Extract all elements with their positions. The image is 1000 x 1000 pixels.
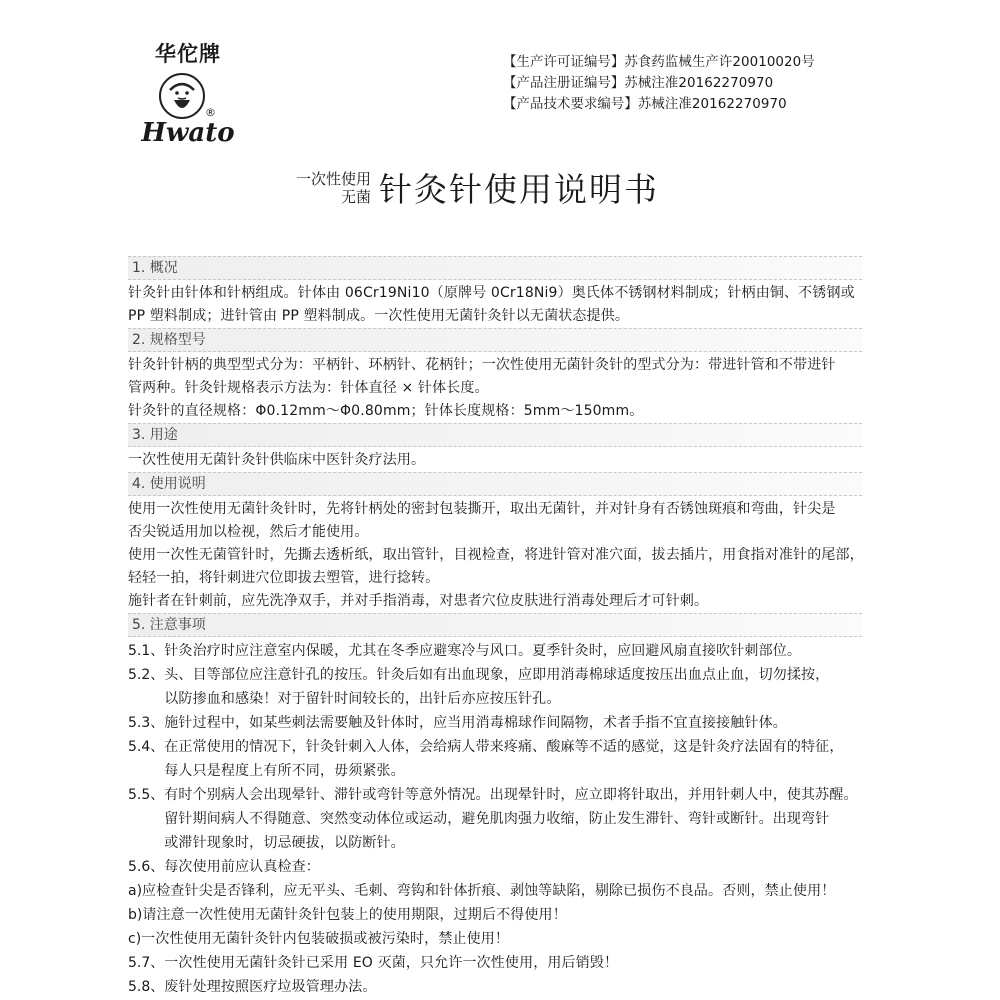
logo-brand-cn: 华佗牌 xyxy=(155,41,221,66)
precaution-number: 5.3、 xyxy=(128,715,165,731)
brand-logo xyxy=(138,38,238,148)
precaution-line: 一次性使用无菌针灸针内包装破损或被污染时，禁止使用！ xyxy=(141,931,510,947)
precaution-text xyxy=(164,663,829,711)
title-prefix-bottom: 无菌 xyxy=(341,187,372,206)
precaution-item xyxy=(128,951,868,975)
precaution-item xyxy=(128,735,868,783)
product-registration: 【产品注册证编号】苏械注准20162270970 xyxy=(503,76,774,91)
section-heading: 3. 用途 xyxy=(128,423,862,447)
precaution-line: 请注意一次性使用无菌针灸针包装上的使用期限，过期后不得使用！ xyxy=(142,907,567,923)
precaution-text xyxy=(141,927,509,951)
section-precautions xyxy=(128,613,868,999)
title-main: 针灸针使用说明书 xyxy=(379,170,660,209)
precaution-text xyxy=(164,735,843,783)
paragraph-line: 针灸针由针体和针柄组成。针体由 06Cr19Ni10（原牌号 0Cr18Ni9）奥氏体不锈钢材料制成；针柄由铜、不锈钢或 xyxy=(128,285,855,301)
precaution-text xyxy=(142,879,835,903)
paragraph-line: 管两种。针灸针规格表示方法为：针体直径 × 针体长度。 xyxy=(128,380,489,396)
precaution-text xyxy=(164,783,857,855)
precaution-line: 针灸治疗时应注意室内保暖，尤其在冬季应避寒冷与风口。夏季针灸时，应回避风扇直接吹针刺部位。 xyxy=(164,643,802,659)
hwato-portrait-icon xyxy=(158,72,206,120)
title-prefix-top: 一次性使用 xyxy=(296,169,372,188)
section-heading: 4. 使用说明 xyxy=(128,472,862,496)
precaution-number: 5.8、 xyxy=(128,979,165,995)
precaution-item xyxy=(128,855,868,879)
section-instructions xyxy=(128,472,868,613)
precaution-item xyxy=(128,975,868,999)
section-usage xyxy=(128,423,868,472)
precaution-number: 5.2、 xyxy=(128,667,165,683)
precaution-item xyxy=(128,879,868,903)
precaution-text xyxy=(164,975,376,999)
precaution-number: 5.7、 xyxy=(128,955,165,971)
precaution-item xyxy=(128,927,868,951)
precaution-item xyxy=(128,639,868,663)
paragraph-line: 否尖锐适用加以检视，然后才能使用。 xyxy=(128,524,369,540)
section-specifications xyxy=(128,328,868,423)
technical-requirement: 【产品技术要求编号】苏械注准20162270970 xyxy=(503,97,787,112)
precaution-line: 每人只是程度上有所不同，毋须紧张。 xyxy=(164,763,405,779)
section-heading: 5. 注意事项 xyxy=(128,613,862,637)
precaution-line: 头、目等部位应注意针孔的按压。针灸后如有出血现象，应即用消毒棉球适度按压出血点止血，切勿揉按， xyxy=(164,667,830,683)
paragraph-line: 施针者在针刺前，应先洗净双手，并对手指消毒，对患者穴位皮肤进行消毒处理后才可针刺。 xyxy=(128,593,709,609)
precaution-list xyxy=(128,639,868,999)
precaution-line: 留针期间病人不得随意、突然变动体位或运动，避免肌肉强力收缩，防止发生滞针、弯针或断针。出现弯针 xyxy=(164,811,830,827)
precaution-number: 5.4、 xyxy=(128,739,165,755)
section-heading: 1. 概况 xyxy=(128,256,862,280)
document-title xyxy=(296,164,659,211)
precaution-number: 5.1、 xyxy=(128,643,165,659)
precaution-line: 施针过程中，如某些刺法需要触及针体时，应当用消毒棉球作间隔物，术者手指不宜直接接触针体。 xyxy=(164,715,787,731)
precaution-number: 5.5、 xyxy=(128,787,165,803)
precaution-text xyxy=(164,711,787,735)
precaution-number: c) xyxy=(128,931,142,947)
precaution-number: a) xyxy=(128,883,143,899)
precaution-text xyxy=(164,855,320,879)
precaution-item xyxy=(128,903,868,927)
document-body xyxy=(128,256,868,999)
precaution-line: 废针处理按照医疗垃圾管理办法。 xyxy=(164,979,377,995)
precaution-item xyxy=(128,663,868,711)
precaution-line: 有时个别病人会出现晕针、滞针或弯针等意外情况。出现晕针时，应立即将针取出，并用针刺人中，使其苏醒。 xyxy=(164,787,858,803)
paragraph-line: 使用一次性使用无菌针灸针时，先将针柄处的密封包装撕开，取出无菌针，并对针身有否锈蚀斑痕和弯曲，针尖是 xyxy=(128,501,836,517)
paragraph-line: 针灸针针柄的典型型式分为：平柄针、环柄针、花柄针；一次性使用无菌针灸针的型式分为：带进针管和不带进针 xyxy=(128,357,836,373)
registration-info xyxy=(503,52,815,115)
paragraph-line: 一次性使用无菌针灸针供临床中医针灸疗法用。 xyxy=(128,452,426,468)
registered-mark: ® xyxy=(205,106,216,119)
paragraph-line: 针灸针的直径规格：Φ0.12mm～Φ0.80mm；针体长度规格：5mm～150mm。 xyxy=(128,403,644,419)
paragraph-line: 轻轻一拍，将针刺进穴位即拔去塑管，进行捻转。 xyxy=(128,570,440,586)
precaution-number: 5.6、 xyxy=(128,859,165,875)
precaution-line: 在正常使用的情况下，针灸针刺入人体，会给病人带来疼痛、酸麻等不适的感觉，这是针灸疗法固有的特征， xyxy=(164,739,844,755)
precaution-text xyxy=(164,639,801,663)
precaution-line: 一次性使用无菌针灸针已采用 EO 灭菌，只允许一次性使用，用后销毁！ xyxy=(164,955,619,971)
precaution-text xyxy=(142,903,567,927)
section-heading: 2. 规格型号 xyxy=(128,328,862,352)
precaution-line: 以防掺血和感染！对于留针时间较长的，出针后亦应按压针孔。 xyxy=(164,691,561,707)
title-prefix xyxy=(296,170,371,206)
precaution-line: 每次使用前应认真检查： xyxy=(164,859,320,875)
precaution-number: b) xyxy=(128,907,143,923)
paragraph-line: 使用一次性无菌管针时，先撕去透析纸，取出管针，目视检查，将进针管对准穴面，拔去插片，用食指对准针的尾部， xyxy=(128,547,864,563)
precaution-line: 或滞针现象时，切忌硬拔，以防断针。 xyxy=(164,835,405,851)
precaution-item xyxy=(128,711,868,735)
section-overview xyxy=(128,256,868,328)
precaution-item xyxy=(128,783,868,855)
precaution-line: 应检查针尖是否锋利，应无平头、毛刺、弯钩和针体折痕、剥蚀等缺陷，剔除已损伤不良品。否则，禁止使用！ xyxy=(142,883,836,899)
logo-brand-en: Hwato xyxy=(141,118,235,148)
production-license: 【生产许可证编号】苏食药监械生产许20010020号 xyxy=(503,55,815,70)
precaution-text xyxy=(164,951,618,975)
paragraph-line: PP 塑料制成；进针管由 PP 塑料制成。一次性使用无菌针灸针以无菌状态提供。 xyxy=(128,308,629,324)
